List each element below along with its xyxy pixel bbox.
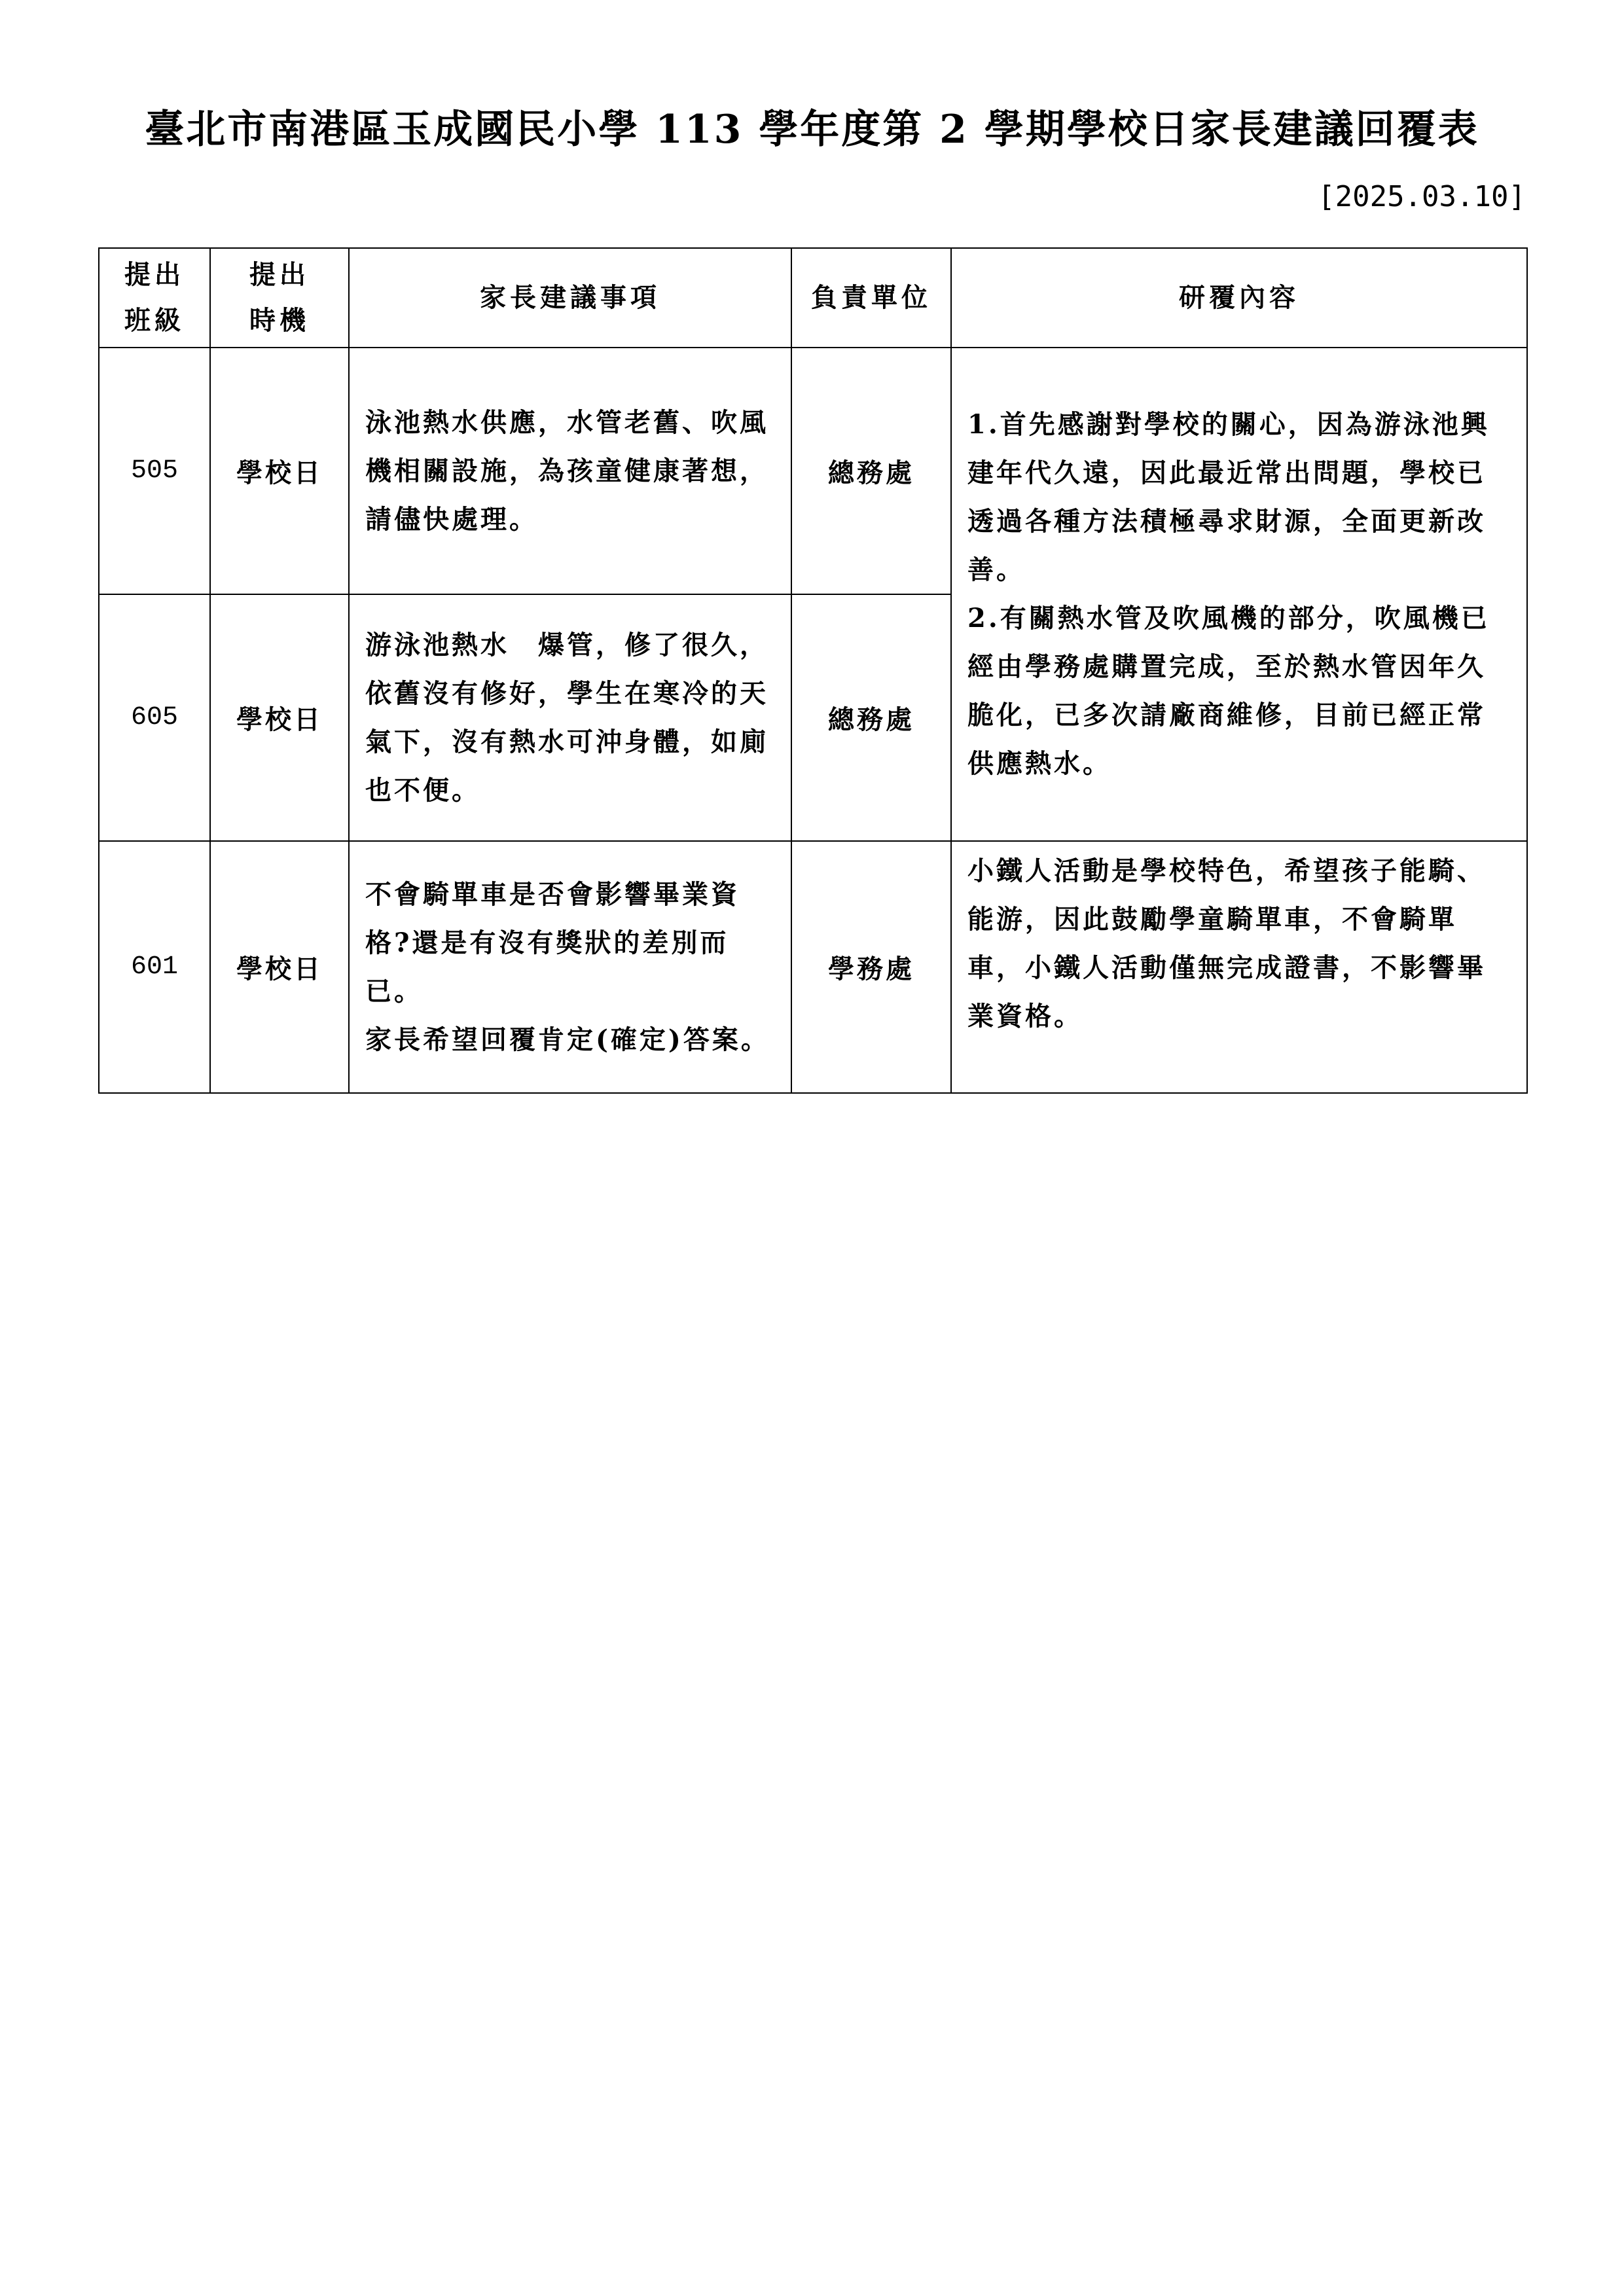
row-time: 學校日 [210, 594, 349, 841]
table-row [99, 348, 1527, 594]
row-unit: 學務處 [791, 841, 951, 1093]
row-class: 505 [99, 348, 210, 594]
reply-paragraph-1: 1.首先感謝對學校的關心，因為游泳池興建年代久遠，因此最近常出問題，學校已透過各種方法積極尋求財源，全面更新改善。 [967, 409, 1490, 585]
reply-paragraph-2: 2.有關熱水管及吹風機的部分，吹風機已經由學務處購置完成，至於熱水管因年久脆化，已多次請廠商維修，目前已經正常供應熱水。 [967, 603, 1490, 779]
table-header-row [99, 248, 1527, 348]
header-time-line1: 提出 [249, 259, 310, 290]
suggestion-reply-table [98, 247, 1528, 1094]
row-reply-shared [951, 348, 1527, 841]
row-suggestion: 泳池熱水供應，水管老舊、吹風機相關設施，為孩童健康著想，請儘快處理。 [349, 348, 791, 594]
row-class: 605 [99, 594, 210, 841]
row-time: 學校日 [210, 348, 349, 594]
table-row [99, 841, 1527, 1093]
row-reply: 小鐵人活動是學校特色，希望孩子能騎、能游，因此鼓勵學童騎單車，不會騎單車，小鐵人活動僅無完成證書，不影響畢業資格。 [951, 841, 1527, 1093]
suggestion-line-1: 不會騎單車是否會影響畢業資格?還是有沒有獎狀的差別而已。 [365, 878, 740, 1007]
suggestion-line-2: 家長希望回覆肯定(確定)答案。 [365, 1024, 770, 1055]
header-time [210, 248, 349, 348]
header-class [99, 248, 210, 348]
header-class-line2: 班級 [124, 305, 185, 336]
header-unit: 負責單位 [791, 248, 951, 348]
header-reply: 研覆內容 [951, 248, 1527, 348]
page-title: 臺北市南港區玉成國民小學 113 學年度第 2 學期學校日家長建議回覆表 [145, 107, 1479, 152]
row-class: 601 [99, 841, 210, 1093]
row-suggestion: 游泳池熱水 爆管，修了很久，依舊沒有修好，學生在寒冷的天氣下，沒有熱水可沖身體，如廁也不便。 [349, 594, 791, 841]
row-time: 學校日 [210, 841, 349, 1093]
row-unit: 總務處 [791, 594, 951, 841]
header-suggestion: 家長建議事項 [349, 248, 791, 348]
header-time-line2: 時機 [249, 305, 310, 336]
row-suggestion [349, 841, 791, 1093]
document-date: [2025.03.10] [1318, 180, 1526, 213]
row-unit: 總務處 [791, 348, 951, 594]
header-class-line1: 提出 [124, 259, 185, 290]
